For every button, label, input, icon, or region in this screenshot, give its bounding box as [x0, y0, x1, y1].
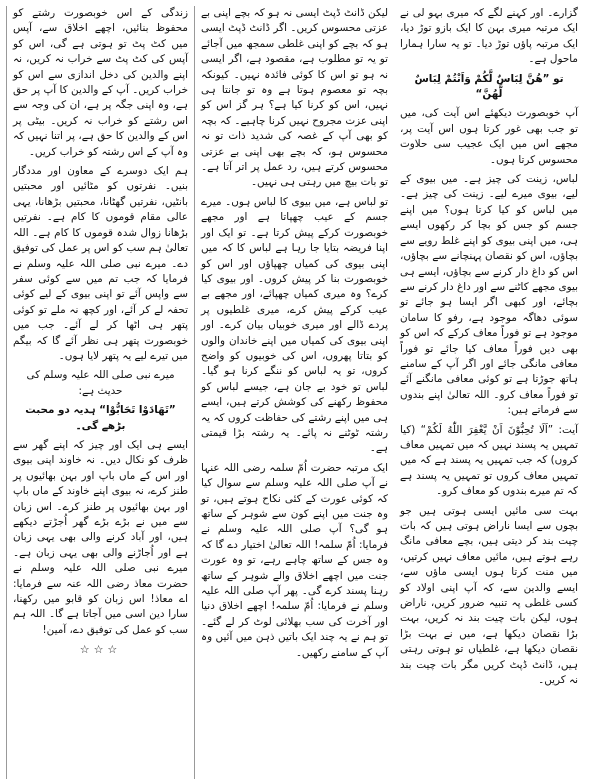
paragraph: لباس، زینت کی چیز ہے۔ میں بیوی کے لیے، بیوی میرے لیے۔ زینت کی چیز ہے۔ میں لباس کو کیا کرتا ہوں؟ میں اپنے جسم کو جس کو بچا کر رکھوں ایسے ہی، میں اپنی بیوی کو اپنے غلط رویے سے بچاؤں، اس کو نقصان پہنچانے سے بچاؤں، اس کو داغ دار کرنے سے بچاؤں، ایسے ہی بیوی مجھے کاٹنے سے اور داغ دار کرنے سے بچائے، اور کبھی اگر ایسا ہو جائے تو سوئی دھاگہ موجود ہے، رفو کا سامان موجود ہے تو فوراً معاف کرکے کہ اس کو بھی دیں فوراً معاف کیا جائے تو فوراً معافی مانگی جائے اور اگر آپ کے سامنے ہاتھ جوڑتا ہے تو کوئی معافی مانگنے آئے تو فوراً معاف کرو۔ اللہ تعالیٰ اپنے بندوں سے فرماتے ہیں:: [400, 173, 578, 417]
paragraph: آیت: ”اَلَا تُحِبُّوْنَ اَنْ یَّغْفِرَ اللّٰهُ لَكُمْ“ (کیا تمہیں یہ پسند نہیں کہ میں تمہیں معاف کروں) کہ جب تمہیں یہ پسند ہے کہ میں تمہیں معاف کروں تو تمہیں یہ پسند ہے کہ تم میرے بندوں کو معاف کرو۔: [400, 423, 578, 498]
paragraph: لیکن ڈانٹ ڈپٹ ایسی نہ ہو کہ بچے اپنی بے عزتی محسوس کریں۔ اگر ڈانٹ ڈپٹ ایسی ہو کہ بچے کو اپنی غلطی سمجھ میں آجائے تو یہ تو مطلوب ہے، مقصود ہے، اگر ایسی نہ ہو تو اس کا کوئی فائدہ نہیں۔ کیونکہ بچہ تو معصوم ہوتا ہے وہ تو جانتا ہی نہیں، اس کو کرنا کیا ہے؟ ہر گز اس کو اپنی عزت مجروح نہیں کرنا چاہیے۔ کہ بچہ کو بھی آپ کے غصہ کی شدید ذات تو نہ محسوس ہو، کہ بچے بھی اپنی بے عزتی محسوس کرتے ہیں، رد عمل پر اتر آتا ہے۔ تو بات بیچ میں رہتی ہی نہیں۔: [201, 7, 388, 189]
text-columns: [6, 6, 584, 779]
paragraph: گزارے۔ اور کہنے لگے کہ میری بہو لی نے ایک مرتبہ میری بہن کا ایک بازو توڑ دیا، ایک مرتبہ پاؤں توڑ دیا۔ تو یہ سارا ہمارا ماحول ہے۔: [400, 7, 578, 66]
paragraph: زندگی کے اس خوبصورت رشتے کو محفوظ بنائیں، اچھے اخلاق سے، آپس میں کٹ پٹ تو ہوتی ہے گی، اس کو آپس کی کٹ پٹ سے خراب نہ کریں، نہ اپنے والدین کی دخل اندازی سے اس کو خراب کریں۔ آپ کے والدین کا آپ پر حق ہے، وہ اپنی جگہ پر ہے، ان کی وجہ سے اس رشتے کو خراب نہ کریں۔ بیٹی پر اس کے والدین کا حق ہے، پر اتنا نہیں کہ وہ آپ کے اس رشتہ کو خراب کریں۔: [13, 7, 188, 158]
quranic-verse: تو ”ھُنَّ لِبَاسٌ لَّكُمْ وَاَنْتُمْ لِبَاسٌ لَّهُنَّ“: [414, 72, 564, 101]
column-right: [394, 6, 584, 779]
paragraph: تو لباس ہے، میں بیوی کا لباس ہوں۔ میرے جسم کے عیب چھپاتا ہے اور مجھے خوبصورت کرکے پیش کرتا ہے۔ تو ایک اور اپنا فریضہ بتایا جا رہا ہے لباس کا کہ میں اپنی بیوی کی کمیاں چھپاؤں اور اس کو خوبصورت بنا کر پیش کروں۔ اور بیوی کیا کرے؟ وہ میری کمیاں چھپائے، اور مجھے بے عیب کرکے پیش کرے، میری غلطیوں پر پردے ڈالے اور میری خوبیاں بیان کرے۔ اور اپنی بیوی کی کمیاں میں اپنے خاندان والوں کو بتاتا پھروں، اس کی خوبیوں کو واضح کروں، تو یہ لباس کو ننگے کرنا ہو گیا۔ لباس تو خود بے جان ہے، جیسے لباس کو محفوظ رکھنے کی کوشش کرتے ہیں، ایسے ہی میں اپنے رشتے کی حفاظت کروں کہ یہ رشتہ ٹوٹنے نہ پائے۔ یہ رشتہ بڑا قیمتی ہے۔: [201, 195, 388, 455]
column-middle: [194, 6, 394, 779]
paragraph: ہم ایک دوسرے کے معاون اور مددگار بنیں۔ نفرتوں کو مٹائیں اور محبتیں بانٹیں، نفرتیں گھٹانا، محبتیں بڑھانا، یہی عالی مقام قوموں کا کام ہے۔ نفرتیں بڑھانا زوال شدہ قوموں کا کام ہے۔ اللہ تعالیٰ ہم سب کو اس پر عمل کی توفیق دے۔ میرے نبی صلی اللہ علیہ وسلم نے فرمایا کہ جب تم میں سے کوئی سفر سے واپس آئے تو اپنی بیوی کے لیے کوئی تحفہ لے کر آئے، اور کچھ نہ ملے تو کوئی پتھر ہی اٹھا کر لے آئے۔ جب میں خوبصورت پتھر ہی نظر آئے گا کہ بیگم میں تیرے لیے یہ پتھر لایا ہوں۔: [13, 165, 188, 362]
paragraph: آپ خوبصورت دیکھئے اس آیت کی، میں تو جب بھی غور کرتا ہوں اس آیت پر، مجھے اس میں ایک عجیب سی حلاوت محسوس کرتا ہوں۔: [400, 107, 578, 166]
end-stars: ☆☆☆: [79, 643, 122, 657]
paragraph: بہت سی مائیں ایسی ہوتی ہیں جو بچوں سے ایسا ناراض ہوتی ہیں کہ بات چیت بند کر دیتی ہیں، بچے معافی مانگ رہے ہوتے ہیں، مائیں معاف نہیں کرتیں، میں منت کرتا ہوں ایسی ماؤں سے، ایسے والدین سے، کہ آپ اپنی اولاد کو کسی غلطی پہ تنبیہ ضرور کریں، ناراض ہوں، لیکن بات چیت بند نہ کریں، بہت بڑا نقصان دیکھا ہے، میں نے بہت بڑا نقصان دیکھا ہے، غلطیاں تو ہوتی رہتی ہیں، ڈانٹ ڈپٹ کریں مگر بات چیت بند نہ کریں۔: [400, 504, 578, 687]
hadith-intro: میرے نبی صلی اللہ علیہ وسلم کی حدیث ہے:: [26, 369, 175, 397]
column-left: [6, 6, 194, 779]
paragraph: ایک مرتبہ حضرت اُمّ سلمہ رضی اللہ عنہا نے آپ صلی اللہ علیہ وسلم سے سوال کیا کہ کوئی عورت کے کئی نکاح ہوتے ہیں، تو وہ جنت میں اپنے کون سے شوہر کے ساتھ ہو گی؟ آپ صلی اللہ علیہ وسلم نے فرمایا: اُمّ سلمہ! اللہ تعالیٰ اختیار دے گا کہ وہ جس کے ساتھ چاہے رہے، تو وہ عورت جنت میں اچھے اخلاق والے شوہر کے ساتھ رہنا پسند کرے گی۔ پھر آپ صلی اللہ علیہ وسلم نے فرمایا: اُمّ سلمہ! اچھے اخلاق دنیا اور آخرت کی سب بھلائی لوٹ کر لے گئے۔ تو ہم نے یہ چند ایک باتیں ذہن میں آئیں وہ آپ کے سامنے رکھیں۔: [201, 461, 388, 659]
paragraph: ایسے ہی ایک اور چیز کہ اپنے گھر سے ظرف کو نکال دیں۔ نہ خاوند اپنی بیوی اور اس کے ماں باپ اور بہن بھائیوں پر طنز کرے، نہ بیوی اپنے خاوند کے ماں باپ اور بہن بھائیوں پر طنز کرے۔ اس زبان سے میں نے بڑے بڑے گھر اُجڑتے دیکھے ہیں، اور آباد کرنے والی بھی یہی زبان ہے اور اُجاڑنے والی بھی یہی زبان ہے۔ میرے نبی صلی اللہ علیہ وسلم نے حضرت معاذ رضی اللہ عنہ سے فرمایا: اے معاذ! اس زبان کو قابو میں رکھنا، سارا دین اسی میں آجاتا ہے گا۔ اللہ ہم سب کو عمل کی توفیق دے، آمین!: [13, 438, 188, 636]
hadith-quote: ”تَهَادَوْا تَحَابُّوْا“ ہدیہ دو محبت بڑھے گی۔: [25, 404, 176, 432]
